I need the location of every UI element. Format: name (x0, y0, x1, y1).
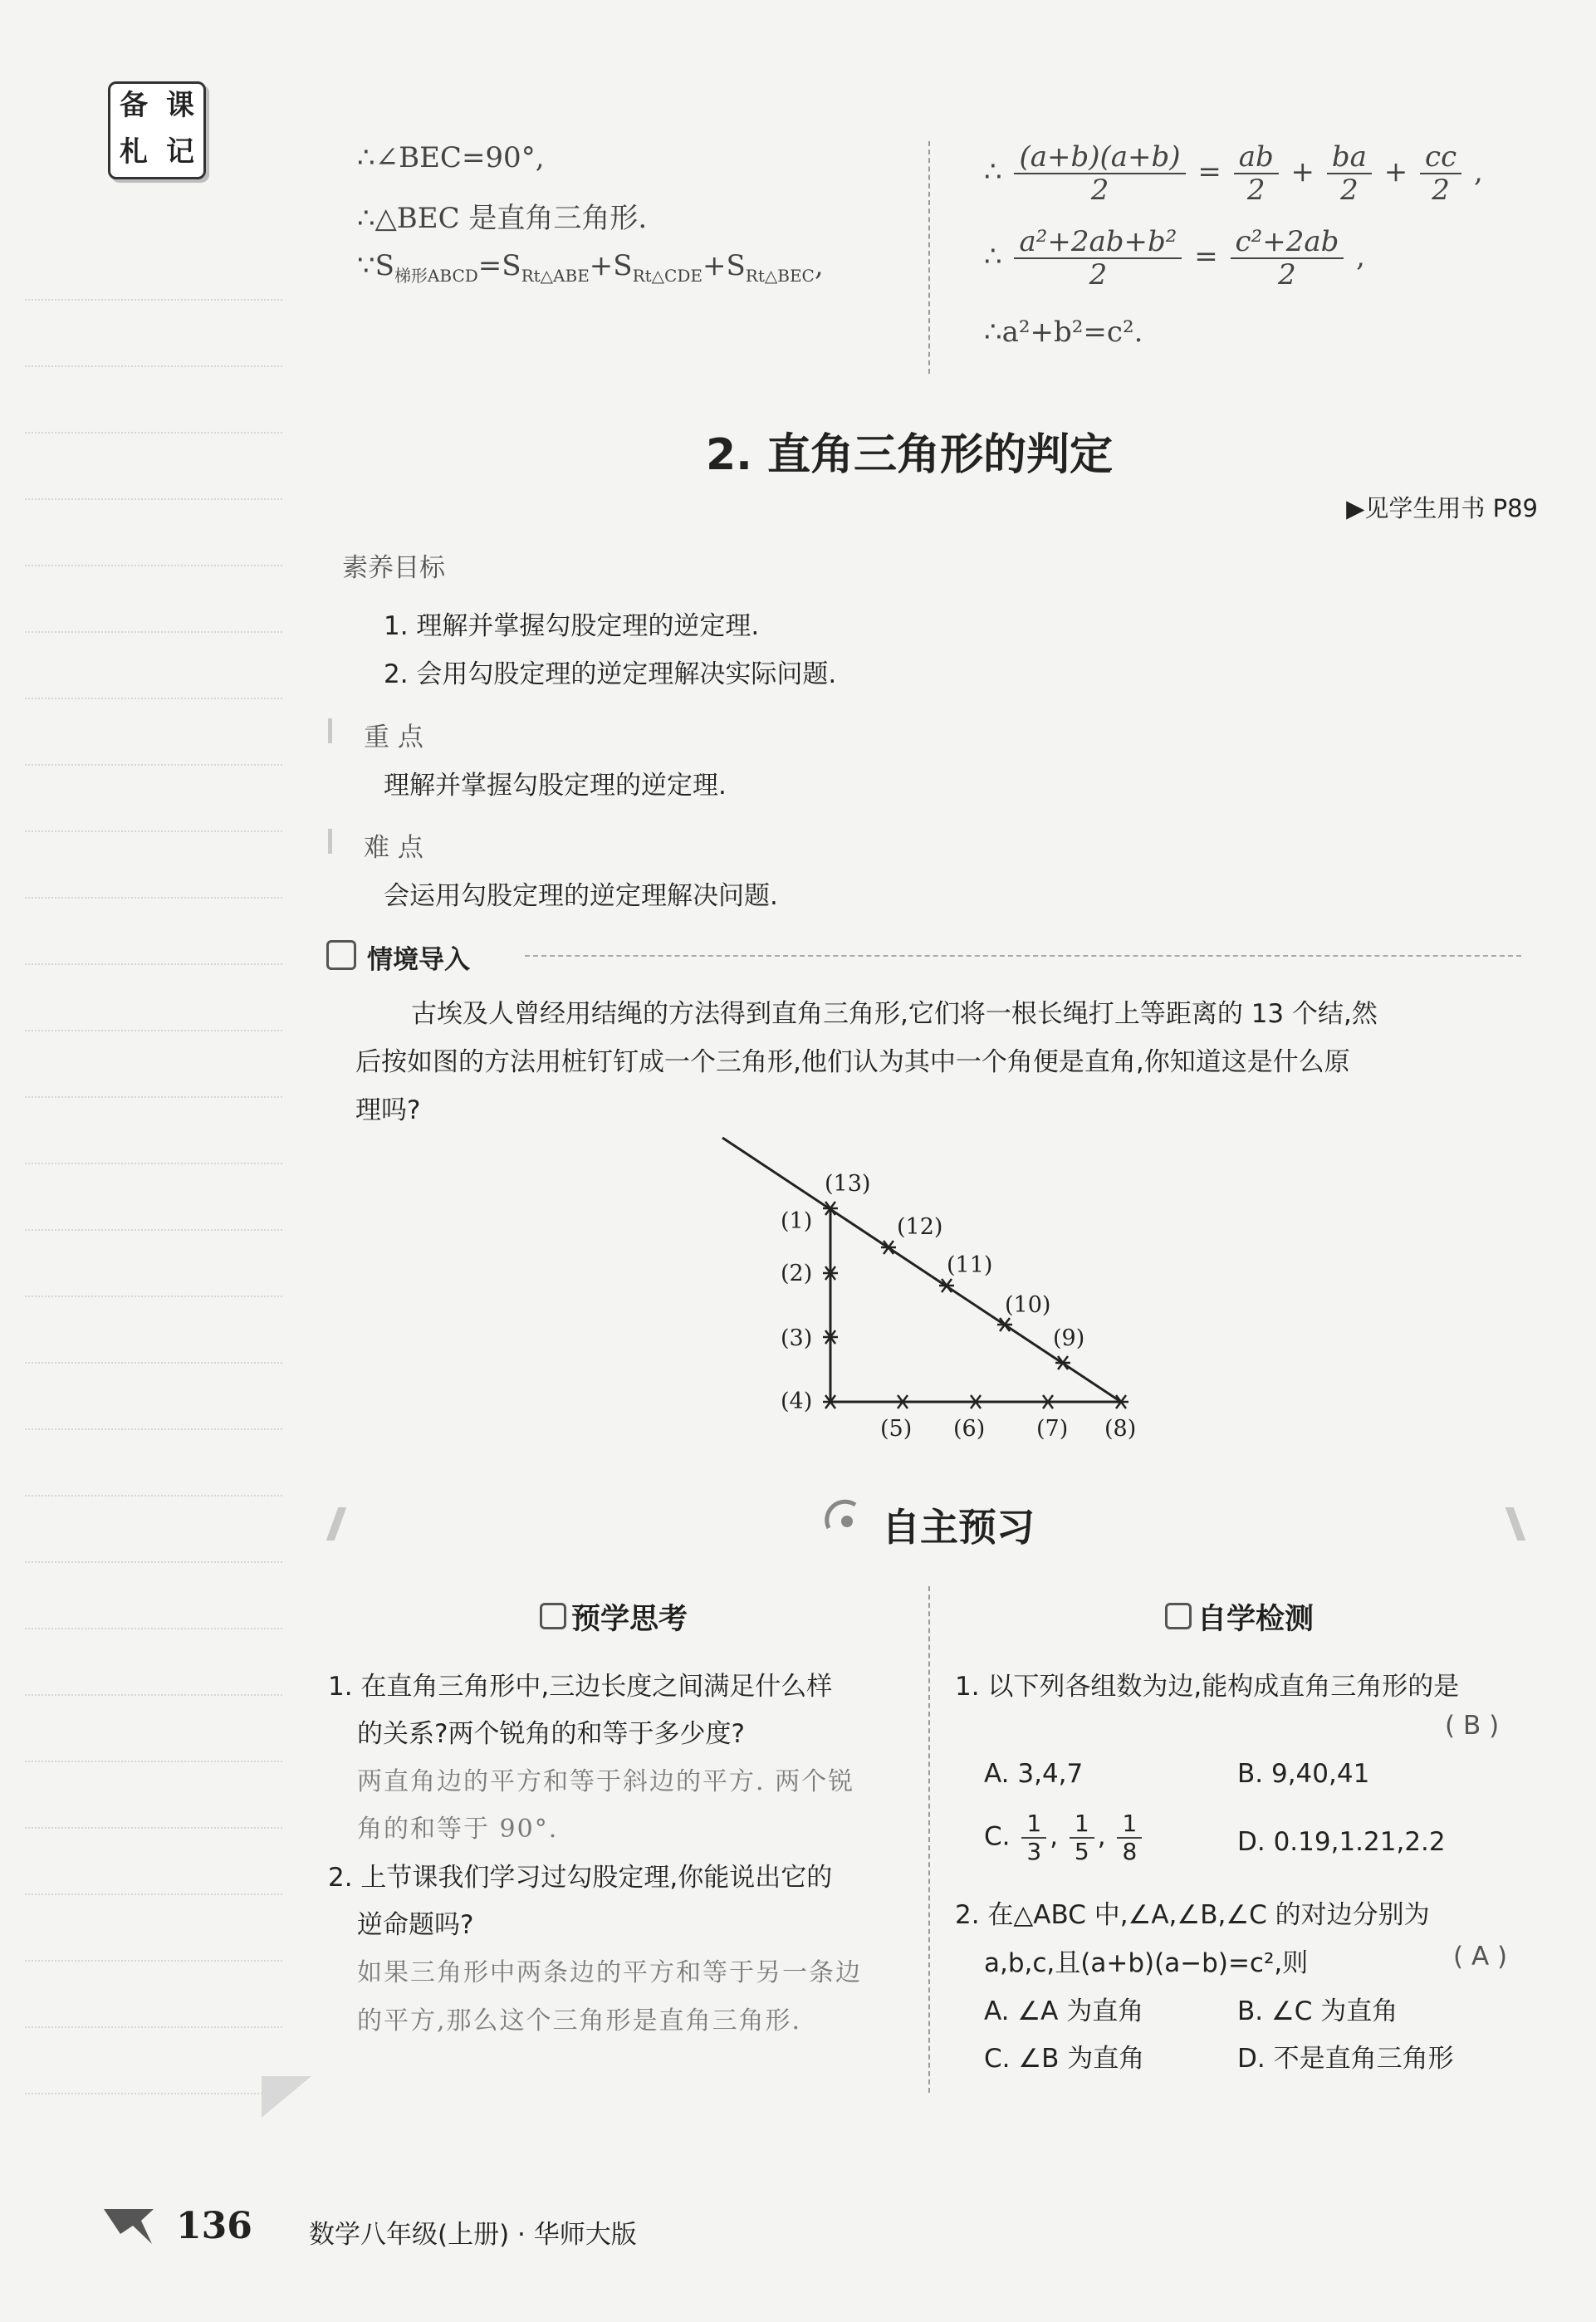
scenario-rule (525, 955, 1521, 957)
knot-label-13: (13) (825, 1171, 871, 1197)
goal-item-1: 1. 理解并掌握勾股定理的逆定理. (384, 611, 760, 641)
knot-mark (895, 1395, 910, 1408)
think-question-2b: 逆命题吗? (357, 1910, 474, 1940)
key-point-marker (328, 718, 332, 743)
proof-right-line-3: ∴a²+b²=c². (984, 316, 1143, 349)
goals-heading: 素养目标 (342, 553, 445, 583)
think-answer-2a: 如果三角形中两条边的平方和等于另一条边 (357, 1958, 862, 1987)
think-question-1b: 的关系?两个锐角的和等于多少度? (357, 1719, 745, 1749)
knot-label-6: (6) (953, 1416, 986, 1442)
check-q1-option-c: C. $\frac{1}{3}$ , $\frac{1}{5}$ , $\frac{1}{8}$ (984, 1810, 1145, 1865)
knot-mark (968, 1395, 983, 1408)
student-book-reference: ▶见学生用书 P89 (1346, 494, 1538, 522)
think-question-1a: 1. 在直角三角形中,三边长度之间满足什么样 (328, 1672, 833, 1702)
section-title: 2. 直角三角形的判定 (706, 430, 1114, 480)
preview-icon (822, 1495, 864, 1536)
think-answer-1b: 角的和等于 90°. (357, 1815, 559, 1844)
knot-label-3: (3) (781, 1325, 813, 1351)
proof-left-line-3: $\because S_{梯形ABCD}=S_{Rt\triangle ABE}+S_{Rt\triangle CDE}+S_{Rt\triangle BEC}$, (357, 249, 824, 286)
badge-char-4: 记 (166, 135, 194, 169)
banner-left-slash (326, 1507, 347, 1541)
corner-fold-decoration (262, 2076, 311, 2126)
check-question-2a: 2. 在△ABC 中,∠A,∠B,∠C 的对边分别为 (955, 1900, 1430, 1930)
proof-left-line-2: ∴△BEC 是直角三角形. (357, 202, 648, 235)
preview-heading: 自主预习 (882, 1505, 1035, 1550)
margin-notes-column (25, 58, 291, 2184)
knot-label-9: (9) (1053, 1325, 1085, 1351)
knot-label-5: (5) (880, 1416, 913, 1442)
check-q2-option-b: B. ∠C 为直角 (1237, 1996, 1398, 2026)
proof-column-divider (928, 141, 930, 374)
badge-char-3: 札 (120, 135, 148, 169)
goal-item-2: 2. 会用勾股定理的逆定理解决实际问题. (384, 659, 837, 689)
check-q1-option-b: B. 9,40,41 (1237, 1759, 1370, 1789)
knot-label-12: (12) (897, 1214, 943, 1240)
proof-right-line-2: ∴ $\frac{\text{a²+2ab+b²}}{2}$ = $\frac{\text{c²+2ab}}{2}$ , (984, 225, 1365, 291)
check-q2-option-d: D. 不是直角三角形 (1237, 2044, 1454, 2074)
proof-left-line-1: ∴∠BEC=90°, (357, 141, 545, 174)
scenario-line-3: 理吗? (355, 1095, 421, 1125)
knot-label-10: (10) (1005, 1292, 1051, 1318)
check-answer-1: ( B ) (1445, 1711, 1500, 1741)
check-heading: 自学检测 (1197, 1603, 1314, 1636)
preview-column-divider (928, 1586, 930, 2093)
difficulty-text: 会运用勾股定理的逆定理解决问题. (384, 881, 778, 911)
think-heading: 预学思考 (571, 1603, 688, 1636)
key-point-heading: 重 点 (364, 723, 423, 752)
knot-mark (1040, 1395, 1055, 1408)
footer-arrow-icon (104, 2201, 162, 2247)
scenario-heading: 情境导入 (367, 945, 470, 975)
knot-label-7: (7) (1036, 1416, 1069, 1442)
scenario-line-1: 古埃及人曾经用结绳的方法得到直角三角形,它们将一根长绳打上等距离的 13 个结,然 (411, 999, 1378, 1029)
think-answer-1a: 两直角边的平方和等于斜边的平方. 两个锐 (357, 1767, 855, 1796)
think-question-2a: 2. 上节课我们学习过勾股定理,你能说出它的 (328, 1863, 833, 1893)
knot-label-11: (11) (947, 1252, 993, 1278)
badge-char-1: 备 (120, 89, 148, 122)
key-point-text: 理解并掌握勾股定理的逆定理. (384, 771, 727, 801)
knot-label-1: (1) (781, 1208, 813, 1234)
scenario-icon (326, 940, 356, 970)
check-q1-option-a: A. 3,4,7 (984, 1759, 1084, 1789)
difficulty-heading: 难 点 (364, 833, 423, 863)
knot-label-8: (8) (1104, 1416, 1137, 1442)
badge-char-2: 课 (166, 89, 194, 122)
scenario-line-2: 后按如图的方法用桩钉钉成一个三角形,他们认为其中一个角便是直角,你知道这是什么原 (355, 1047, 1350, 1077)
proof-right-line-1: ∴ $\frac{(a+b)(a+b)}{2}$ = $\frac{ab}{2}$ + $\frac{ba}{2}$ + $\frac{cc}{2}$ , (984, 140, 1483, 207)
difficulty-marker (328, 829, 332, 854)
knot-label-4: (4) (781, 1389, 813, 1414)
book-title: 数学八年级(上册) · 华师大版 (309, 2220, 637, 2250)
check-q2-option-a: A. ∠A 为直角 (984, 1996, 1144, 2026)
banner-right-slash (1505, 1507, 1526, 1541)
think-icon (540, 1603, 566, 1629)
think-answer-2b: 的平方,那么这个三角形是直角三角形. (357, 2006, 802, 2035)
check-question-1: 1. 以下列各组数为边,能构成直角三角形的是 (955, 1672, 1460, 1702)
check-q2-option-c: C. ∠B 为直角 (984, 2044, 1145, 2074)
knot-label-2: (2) (781, 1261, 813, 1286)
check-icon (1165, 1603, 1192, 1629)
check-q1-option-d: D. 0.19,1.21,2.2 (1237, 1827, 1446, 1857)
lesson-notes-badge (108, 81, 206, 179)
page-number: 136 (176, 2205, 252, 2247)
check-answer-2: ( A ) (1453, 1942, 1508, 1972)
check-question-2b: a,b,c,且(a+b)(a−b)=c²,则 (984, 1948, 1309, 1978)
